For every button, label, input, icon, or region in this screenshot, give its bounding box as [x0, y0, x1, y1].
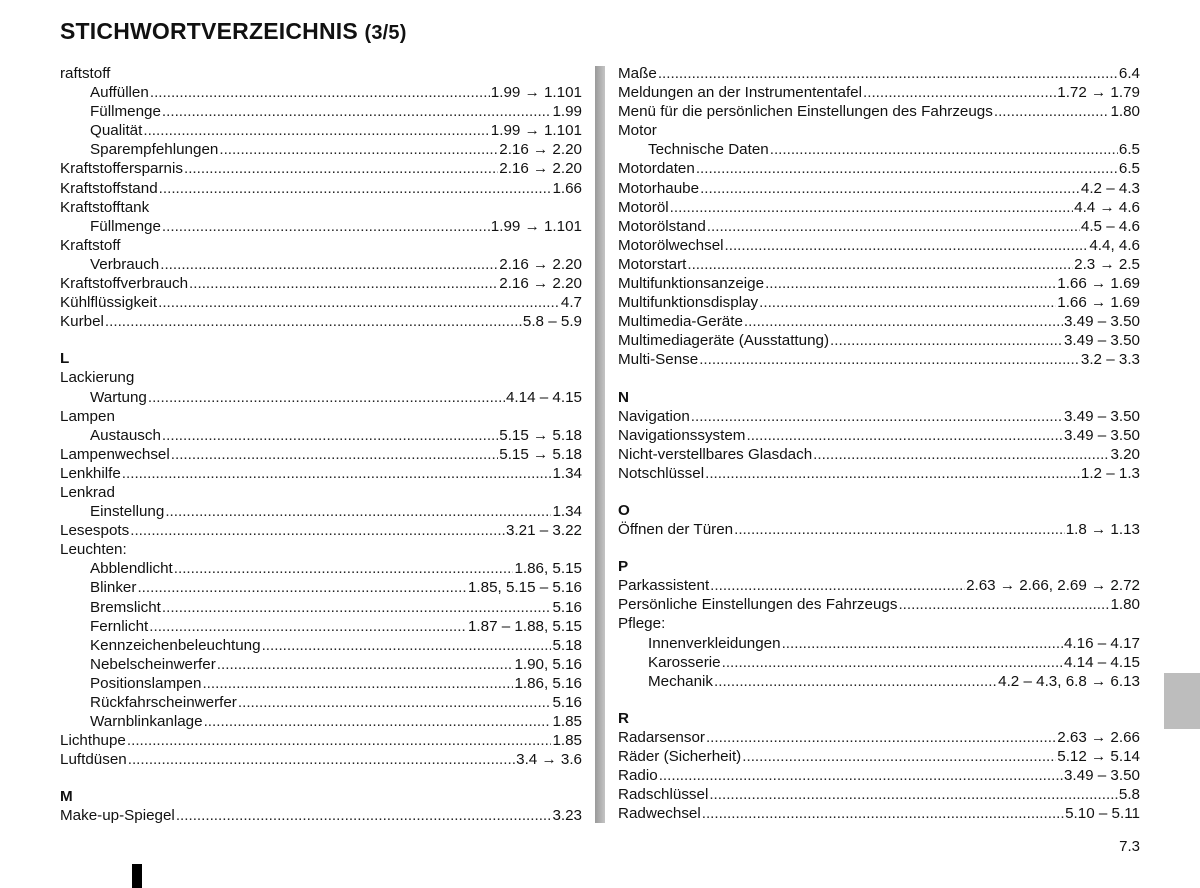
- index-entry: [60, 140, 582, 159]
- section-letter: R: [618, 709, 629, 727]
- index-entry: [60, 102, 582, 121]
- leader-dots: [830, 331, 1063, 350]
- leader-dots: [171, 445, 498, 464]
- entry-page-ref: 1.99 → 1.101: [490, 122, 582, 140]
- entry-term: Verbrauch: [90, 255, 160, 273]
- entry-page-ref: 1.34: [552, 503, 582, 521]
- entry-page-ref: 1.8 → 1.13: [1065, 521, 1140, 539]
- entry-page-ref: 3.49 – 3.50: [1063, 426, 1140, 444]
- leader-dots: [165, 502, 551, 521]
- index-entry: [618, 64, 1140, 83]
- entry-term: raftstoff: [60, 65, 111, 82]
- leader-dots: [744, 312, 1063, 331]
- leader-dots: [658, 64, 1118, 83]
- index-entry: [60, 521, 582, 540]
- entry-page-ref: 6.5: [1118, 141, 1140, 159]
- entry-page-ref: 5.8: [1118, 786, 1140, 804]
- entry-page-ref: 3.4 → 3.6: [516, 751, 582, 769]
- index-entry: [618, 747, 1140, 766]
- leader-dots: [765, 274, 1056, 293]
- index-entry: [618, 293, 1140, 312]
- leader-dots: [128, 750, 515, 769]
- entry-term: Positionslampen: [90, 674, 202, 692]
- page-title: [60, 18, 407, 45]
- index-entry: [60, 559, 582, 578]
- index-entry: [618, 217, 1140, 236]
- leader-dots: [162, 217, 490, 236]
- section-letter: M: [60, 788, 73, 806]
- entry-page-ref: 2.16 → 2.20: [499, 275, 582, 293]
- index-entry: [60, 83, 582, 102]
- leader-dots: [105, 312, 522, 331]
- index-entry: [60, 236, 582, 255]
- page-number: 7.3: [1119, 838, 1140, 855]
- entry-term: Karosserie: [648, 653, 721, 671]
- leader-dots: [714, 672, 997, 691]
- index-entry: [618, 595, 1140, 614]
- entry-term: Füllmenge: [90, 217, 161, 235]
- leader-dots: [189, 274, 498, 293]
- entry-term: Parkassistent: [618, 577, 710, 595]
- entry-page-ref: 2.16 → 2.20: [499, 160, 582, 178]
- section-letter: P: [618, 558, 629, 576]
- leader-dots: [204, 712, 552, 731]
- index-entry: [618, 634, 1140, 653]
- entry-term: Motorölstand: [618, 217, 706, 235]
- title-text: STICHWORTVERZEICHNIS: [60, 18, 358, 44]
- leader-dots: [238, 693, 552, 712]
- entry-page-ref: 4.2 – 4.3, 6.8 → 6.13: [998, 672, 1140, 690]
- leader-dots: [162, 598, 552, 617]
- index-entry: [60, 217, 582, 236]
- leader-dots: [746, 426, 1063, 445]
- entry-page-ref: 3.2 – 3.3: [1080, 351, 1140, 369]
- index-entry: [60, 388, 582, 407]
- entry-term: Lampen: [60, 407, 115, 425]
- index-entry: [618, 179, 1140, 198]
- leader-dots: [687, 255, 1073, 274]
- index-entry: [618, 728, 1140, 747]
- entry-page-ref: 3.49 – 3.50: [1063, 332, 1140, 350]
- entry-term: Multi-Sense: [618, 351, 699, 369]
- entry-term: Sparempfehlungen: [90, 141, 219, 159]
- index-entry: [60, 312, 582, 331]
- index-entry: [618, 121, 1140, 140]
- entry-page-ref: 1.80: [1110, 103, 1140, 121]
- leader-dots: [262, 636, 552, 655]
- index-entry: [60, 426, 582, 445]
- index-entry: [60, 159, 582, 178]
- entry-term: Motoröl: [618, 198, 669, 216]
- leader-dots: [699, 350, 1080, 369]
- entry-term: Räder (Sicherheit): [618, 748, 742, 765]
- entry-term: Auffüllen: [90, 84, 149, 102]
- leader-dots: [148, 388, 505, 407]
- entry-term: Kurbel: [60, 313, 104, 331]
- entry-page-ref: 5.18: [552, 636, 582, 654]
- index-column-right: [618, 64, 1140, 823]
- entry-term: Multimedia-Geräte: [618, 313, 743, 331]
- entry-term: Lampenwechsel: [60, 445, 170, 463]
- leader-dots: [734, 520, 1065, 539]
- index-entry: [60, 731, 582, 750]
- entry-term: Fernlicht: [90, 617, 149, 635]
- entry-page-ref: 1.87 – 1.88, 5.15: [467, 617, 582, 635]
- entry-term: Abblendlicht: [90, 560, 173, 578]
- leader-dots: [722, 653, 1063, 672]
- entry-page-ref: 3.20: [1110, 445, 1140, 463]
- index-entry: [618, 274, 1140, 293]
- leader-dots: [705, 464, 1080, 483]
- entry-page-ref: 5.10 – 5.11: [1065, 805, 1140, 823]
- leader-dots: [706, 728, 1056, 747]
- index-entry: [618, 102, 1140, 121]
- entry-page-ref: 1.66: [552, 179, 582, 197]
- index-entry: [60, 274, 582, 293]
- index-entry: [60, 674, 582, 693]
- entry-term: Meldungen an der Instrumententafel: [618, 84, 863, 102]
- index-entry: [618, 198, 1140, 217]
- entry-page-ref: 1.90, 5.16: [514, 655, 582, 673]
- leader-dots: [813, 445, 1109, 464]
- entry-term: Motorölwechsel: [618, 236, 724, 254]
- index-entry: [618, 672, 1140, 691]
- leader-dots: [158, 293, 560, 312]
- entry-page-ref: 1.66 → 1.69: [1057, 275, 1140, 293]
- index-entry: [60, 179, 582, 198]
- entry-page-ref: 4.14 – 4.15: [1063, 653, 1140, 671]
- entry-term: Motor: [618, 122, 657, 140]
- leader-dots: [150, 83, 490, 102]
- leader-dots: [670, 198, 1073, 217]
- index-entry: [618, 614, 1140, 633]
- entry-page-ref: 3.23: [552, 807, 582, 825]
- entry-page-ref: 4.4 → 4.6: [1074, 198, 1140, 216]
- index-entry: [60, 483, 582, 502]
- index-entry: [60, 121, 582, 140]
- index-entry: [60, 255, 582, 274]
- entry-page-ref: 4.4, 4.6: [1089, 236, 1140, 254]
- column-divider: [595, 66, 605, 823]
- index-entry: [618, 350, 1140, 369]
- index-entry: [618, 83, 1140, 102]
- entry-page-ref: 5.8 – 5.9: [522, 313, 582, 331]
- leader-dots: [202, 674, 513, 693]
- entry-term: Radwechsel: [618, 805, 701, 823]
- section-letter: N: [618, 388, 629, 406]
- entry-term: Nicht-verstellbares Glasdach: [618, 445, 813, 463]
- index-entry: [618, 255, 1140, 274]
- leader-dots: [707, 217, 1080, 236]
- entry-page-ref: 4.7: [560, 294, 582, 312]
- entry-term: Menü für die persönlichen Einstellungen des Fahrzeugs: [618, 103, 993, 121]
- entry-page-ref: 4.2 – 4.3: [1080, 179, 1140, 197]
- leader-dots: [700, 179, 1080, 198]
- entry-page-ref: 3.49 – 3.50: [1063, 407, 1140, 425]
- entry-term: Multifunktionsdisplay: [618, 294, 759, 312]
- entry-page-ref: 6.4: [1118, 65, 1140, 82]
- entry-term: Multimediageräte (Ausstattung): [618, 332, 830, 350]
- index-entry: [618, 464, 1140, 483]
- leader-dots: [149, 617, 467, 636]
- entry-term: Radio: [618, 767, 658, 785]
- index-entry: [60, 712, 582, 731]
- entry-term: Rückfahrscheinwerfer: [90, 694, 237, 711]
- entry-term: Pflege:: [618, 615, 666, 633]
- entry-page-ref: 5.15 → 5.18: [499, 426, 582, 444]
- entry-term: Kühlflüssigkeit: [60, 294, 158, 312]
- leader-dots: [782, 634, 1063, 653]
- entry-term: Multifunktionsanzeige: [618, 275, 765, 293]
- leader-dots: [710, 576, 965, 595]
- leader-dots: [219, 140, 498, 159]
- leader-dots: [702, 804, 1064, 823]
- entry-term: Make-up-Spiegel: [60, 807, 175, 825]
- section-letter: O: [618, 501, 630, 519]
- leader-dots: [176, 806, 552, 825]
- leader-dots: [217, 655, 514, 674]
- index-entry: [618, 785, 1140, 804]
- entry-page-ref: 1.85, 5.15 – 5.16: [467, 579, 582, 597]
- index-entry: [60, 655, 582, 674]
- entry-page-ref: 5.12 → 5.14: [1057, 748, 1140, 765]
- title-subtitle: (3/5): [364, 22, 407, 44]
- section-letter: L: [60, 350, 70, 368]
- entry-page-ref: 2.16 → 2.20: [499, 255, 582, 273]
- index-column-left: [60, 64, 582, 826]
- index-entry: [60, 598, 582, 617]
- entry-term: Motorstart: [618, 255, 687, 273]
- crop-mark: [132, 864, 142, 888]
- entry-page-ref: 1.85: [552, 713, 582, 731]
- index-entry: [618, 766, 1140, 785]
- entry-page-ref: 5.15 → 5.18: [499, 445, 582, 463]
- leader-dots: [143, 121, 489, 140]
- index-entry: [60, 578, 582, 597]
- entry-page-ref: 1.34: [552, 464, 582, 482]
- entry-term: Radschlüssel: [618, 786, 709, 804]
- entry-term: Motorhaube: [618, 179, 700, 197]
- leader-dots: [122, 464, 552, 483]
- entry-page-ref: 2.63 → 2.66, 2.69 → 2.72: [966, 577, 1140, 595]
- index-entry: [60, 198, 582, 217]
- entry-page-ref: 4.14 – 4.15: [505, 388, 582, 406]
- leader-dots: [174, 559, 514, 578]
- index-entry: [618, 445, 1140, 464]
- entry-term: Bremslicht: [90, 598, 161, 616]
- entry-page-ref: 2.16 → 2.20: [499, 141, 582, 159]
- entry-page-ref: 1.99 → 1.101: [490, 84, 582, 102]
- leader-dots: [994, 102, 1110, 121]
- entry-page-ref: 5.16: [552, 598, 582, 616]
- leader-dots: [130, 521, 505, 540]
- index-entry: [60, 445, 582, 464]
- entry-page-ref: 6.5: [1118, 160, 1140, 178]
- entry-term: Austausch: [90, 426, 161, 444]
- index-entry: [60, 617, 582, 636]
- index-entry: [618, 426, 1140, 445]
- entry-page-ref: 3.49 – 3.50: [1063, 313, 1140, 331]
- entry-page-ref: 3.49 – 3.50: [1063, 767, 1140, 785]
- entry-term: Nebelscheinwerfer: [90, 655, 216, 673]
- entry-page-ref: 1.80: [1110, 596, 1140, 614]
- entry-page-ref: 1.2 – 1.3: [1080, 464, 1140, 482]
- entry-term: Radarsensor: [618, 728, 705, 746]
- leader-dots: [725, 236, 1089, 255]
- entry-term: Öffnen der Türen: [618, 521, 734, 539]
- leader-dots: [898, 595, 1109, 614]
- leader-dots: [159, 179, 552, 198]
- entry-term: Luftdüsen: [60, 751, 127, 769]
- entry-term: Kraftstoffersparnis: [60, 160, 183, 178]
- entry-term: Mechanik: [648, 672, 713, 690]
- leader-dots: [184, 159, 498, 178]
- entry-term: Lenkrad: [60, 483, 115, 501]
- index-entry: [60, 407, 582, 426]
- entry-term: Blinker: [90, 579, 137, 597]
- entry-page-ref: 2.3 → 2.5: [1074, 255, 1140, 273]
- leader-dots: [691, 407, 1063, 426]
- entry-page-ref: 1.72 → 1.79: [1057, 84, 1140, 102]
- entry-term: Wartung: [90, 388, 147, 406]
- leader-dots: [137, 578, 467, 597]
- leader-dots: [863, 83, 1056, 102]
- entry-term: Maße: [618, 65, 657, 82]
- leader-dots: [696, 159, 1118, 178]
- entry-term: Lenkhilfe: [60, 464, 121, 482]
- entry-term: Navigationssystem: [618, 426, 746, 444]
- entry-page-ref: 2.63 → 2.66: [1057, 728, 1140, 746]
- index-entry: [60, 750, 582, 769]
- leader-dots: [770, 140, 1118, 159]
- index-entry: [618, 236, 1140, 255]
- entry-page-ref: 4.5 – 4.6: [1080, 217, 1140, 235]
- entry-term: Kraftstofftank: [60, 198, 150, 216]
- index-entry: [60, 293, 582, 312]
- index-entry: [618, 804, 1140, 823]
- entry-term: Kennzeichenbeleuchtung: [90, 636, 261, 654]
- entry-term: Navigation: [618, 407, 690, 425]
- index-entry: [60, 806, 582, 825]
- entry-term: Motordaten: [618, 160, 695, 178]
- leader-dots: [160, 255, 498, 274]
- entry-term: Leuchten:: [60, 541, 127, 559]
- index-entry: [60, 540, 582, 559]
- entry-page-ref: 5.16: [552, 694, 582, 711]
- index-entry: [60, 636, 582, 655]
- index-entry: [60, 693, 582, 712]
- entry-page-ref: 1.99 → 1.101: [490, 217, 582, 235]
- index-entry: [60, 464, 582, 483]
- index-entry: [618, 331, 1140, 350]
- leader-dots: [162, 102, 552, 121]
- entry-page-ref: 1.86, 5.15: [514, 560, 582, 578]
- index-entry: [60, 368, 582, 387]
- index-entry: [60, 64, 582, 83]
- leader-dots: [127, 731, 552, 750]
- index-entry: [60, 502, 582, 521]
- entry-term: Füllmenge: [90, 103, 161, 121]
- entry-page-ref: 3.21 – 3.22: [505, 522, 582, 540]
- entry-page-ref: 1.66 → 1.69: [1057, 294, 1140, 312]
- index-entry: [618, 407, 1140, 426]
- entry-term: Persönliche Einstellungen des Fahrzeugs: [618, 596, 898, 614]
- entry-term: Qualität: [90, 122, 143, 140]
- index-entry: [618, 576, 1140, 595]
- index-entry: [618, 312, 1140, 331]
- leader-dots: [659, 766, 1063, 785]
- entry-term: Technische Daten: [648, 141, 769, 159]
- section-tab: [1164, 673, 1200, 729]
- entry-term: Kraftstoffstand: [60, 179, 158, 197]
- entry-term: Lichthupe: [60, 732, 126, 750]
- entry-page-ref: 1.85: [552, 732, 582, 750]
- index-entry: [618, 159, 1140, 178]
- entry-page-ref: 4.16 – 4.17: [1063, 634, 1140, 652]
- entry-term: Notschlüssel: [618, 464, 705, 482]
- entry-term: Einstellung: [90, 503, 165, 521]
- entry-term: Lesespots: [60, 522, 130, 540]
- leader-dots: [759, 293, 1056, 312]
- entry-term: Warnblinkanlage: [90, 713, 203, 731]
- entry-term: Kraftstoff: [60, 236, 121, 254]
- entry-term: Kraftstoffverbrauch: [60, 275, 189, 293]
- index-entry: [618, 140, 1140, 159]
- entry-term: Lackierung: [60, 369, 135, 387]
- index-entry: [618, 653, 1140, 672]
- entry-page-ref: 1.86, 5.16: [514, 674, 582, 692]
- entry-term: Innenverkleidungen: [648, 634, 781, 652]
- leader-dots: [162, 426, 498, 445]
- index-entry: [618, 520, 1140, 539]
- entry-page-ref: 1.99: [552, 103, 582, 121]
- leader-dots: [709, 785, 1118, 804]
- leader-dots: [742, 747, 1056, 766]
